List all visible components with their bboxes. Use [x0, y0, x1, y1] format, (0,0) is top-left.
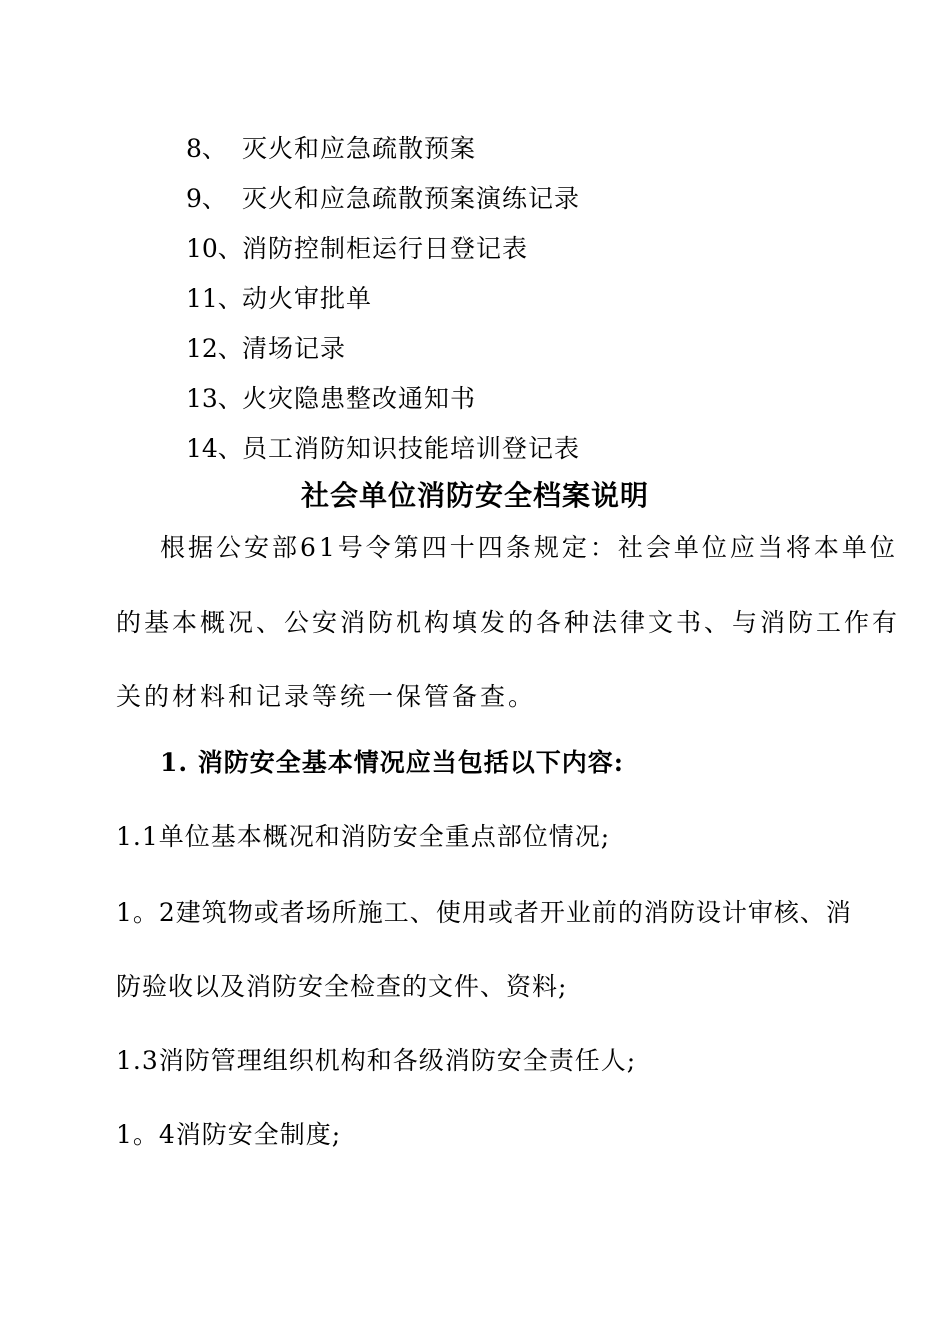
list-item	[0, 276, 950, 326]
list-item-text: 火灾隐患整改通知书	[242, 384, 477, 413]
document-title: 社会单位消防安全档案说明	[300, 479, 649, 512]
item-1-3: 1.3消防管理组织机构和各级消防安全责任人;	[116, 1046, 637, 1075]
list-item	[0, 376, 950, 426]
intro-line-2: 的基本概况、公安消防机构填发的各种法律文书、与消防工作有	[116, 608, 901, 637]
list-item	[0, 176, 950, 226]
intro-line-1: 根据公安部61号令第四十四条规定：社会单位应当将本单位	[160, 533, 898, 562]
list-item-text: 消防控制柜运行日登记表	[242, 234, 529, 263]
item-1-1: 1.1单位基本概况和消防安全重点部位情况;	[116, 822, 611, 851]
item-1-2-line-1: 1。2建筑物或者场所施工、使用或者开业前的消防设计审核、消	[116, 898, 852, 927]
item-1-2-line-2: 防验收以及消防安全检查的文件、资料;	[116, 972, 568, 1001]
list-item-number: 14、	[186, 434, 243, 463]
list-item-text: 灭火和应急疏散预案演练记录	[242, 184, 581, 213]
archive-list	[0, 126, 950, 476]
list-item-number: 9、	[186, 184, 227, 213]
list-item	[0, 326, 950, 376]
list-item-number: 11、	[186, 284, 243, 313]
list-item-number: 8、	[186, 134, 227, 163]
section-heading: 1. 消防安全基本情况应当包括以下内容:	[160, 748, 625, 777]
list-item	[0, 426, 950, 476]
list-item-text: 清场记录	[242, 334, 347, 363]
intro-line-3: 关的材料和记录等统一保管备查。	[116, 682, 537, 711]
item-1-4: 1。4消防安全制度;	[116, 1120, 342, 1149]
list-item-text: 动火审批单	[242, 284, 373, 313]
list-item-number: 12、	[186, 334, 243, 363]
list-item-text: 员工消防知识技能培训登记表	[242, 434, 581, 463]
list-item	[0, 226, 950, 276]
list-item	[0, 126, 950, 176]
list-item-number: 13、	[186, 384, 243, 413]
list-item-number: 10、	[186, 234, 243, 263]
list-item-text: 灭火和应急疏散预案	[242, 134, 477, 163]
